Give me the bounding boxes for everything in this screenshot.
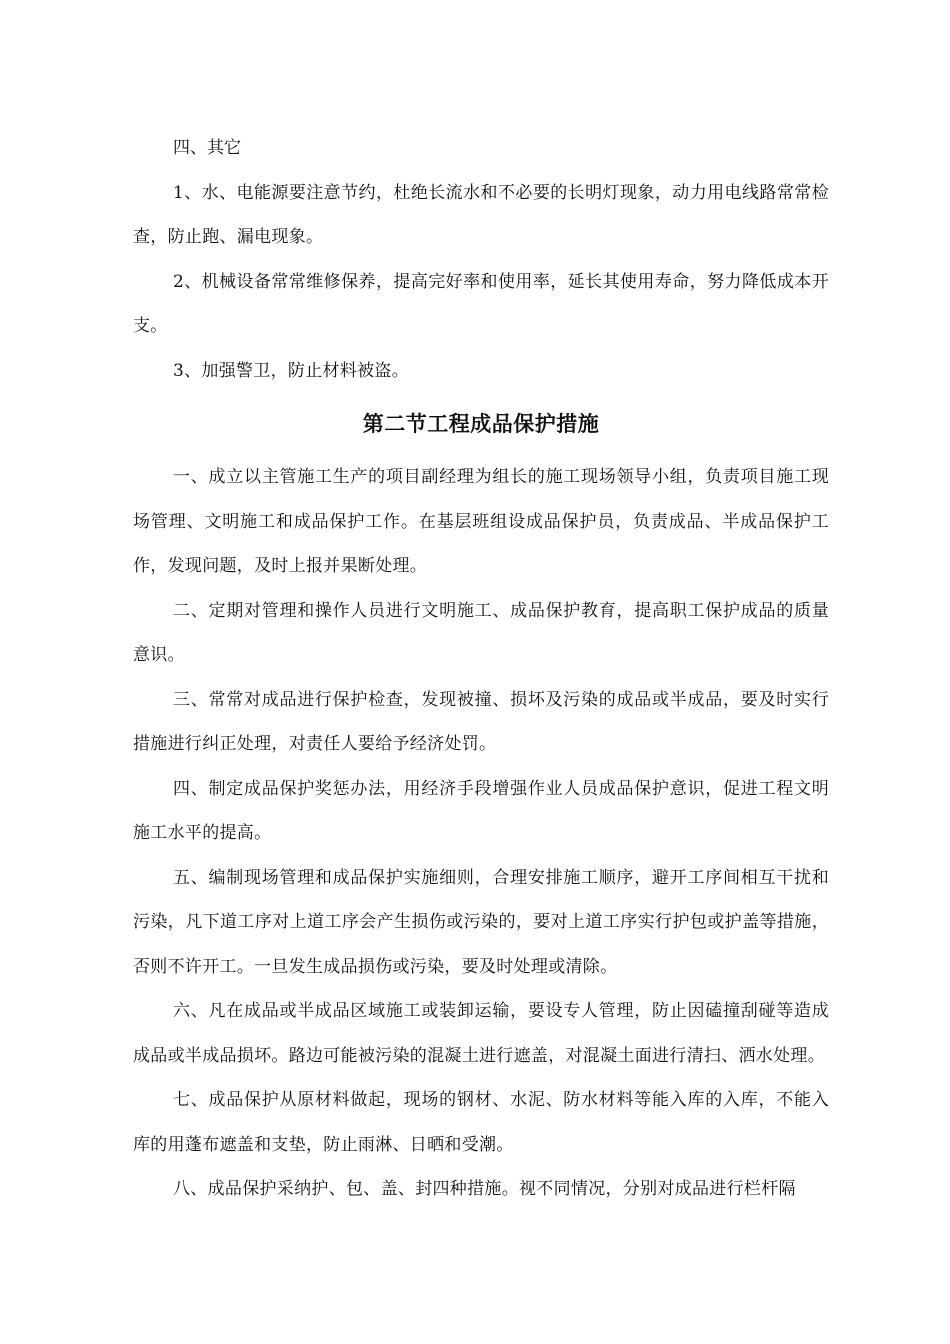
section-item-1: 一、成立以主管施工生产的项目副经理为组长的施工现场领导小组，负责项目施工现场管理、文明施工和成品保护工作。在基层班组设成品保护员，负责成品、半成品保护工作，发现问题，及时上报并果断处理。 — [133, 467, 829, 576]
subsection-item-1: 1、水、电能源要注意节约，杜绝长流水和不必要的长明灯现象，动力用电线路常常检查，防止跑、漏电现象。 — [133, 182, 829, 247]
section-item-6: 六、凡在成品或半成品区域施工或装卸运输，要设专人管理，防止因磕撞刮碰等造成成品或半成品损坏。路边可能被污染的混凝土进行遮盖，对混凝土面进行清扫、洒水处理。 — [133, 1001, 829, 1066]
section-item-5: 五、编制现场管理和成品保护实施细则，合理安排施工顺序，避开工序间相互干扰和污染，凡下道工序对上道工序会产生损伤或污染的，要对上道工序实行护包或护盖等措施，否则不许开工。一旦发生成品损伤或污染，要及时处理或清除。 — [133, 867, 829, 977]
subsection-item-3: 3、加强警卫，防止材料被盗。 — [173, 360, 410, 381]
section-item-4: 四、制定成品保护奖惩办法，用经济手段增强作业人员成品保护意识，促进工程文明施工水平的提高。 — [133, 778, 829, 843]
section-item-2: 二、定期对管理和操作人员进行文明施工、成品保护教育，提高职工保护成品的质量意识。 — [133, 600, 829, 665]
section-item-3: 三、常常对成品进行保护检查，发现被撞、损坏及污染的成品或半成品，要及时实行措施进行纠正处理，对责任人要给予经济处罚。 — [133, 689, 829, 754]
subsection-heading: 四、其它 — [173, 138, 241, 158]
section-item-7: 七、成品保护从原材料做起，现场的钢材、水泥、防水材料等能入库的入库，不能入库的用蓬布遮盖和支垫，防止雨淋、日晒和受潮。 — [133, 1090, 829, 1155]
section-item-8: 八、成品保护采纳护、包、盖、封四种措施。视不同情况，分别对成品进行栏杆隔 — [173, 1179, 796, 1199]
section-title: 第二节工程成品保护措施 — [362, 411, 600, 436]
document-body — [133, 126, 829, 1212]
subsection-item-2: 2、机械设备常常维修保养，提高完好率和使用率，延长其使用寿命，努力降低成本开支。 — [133, 271, 829, 336]
